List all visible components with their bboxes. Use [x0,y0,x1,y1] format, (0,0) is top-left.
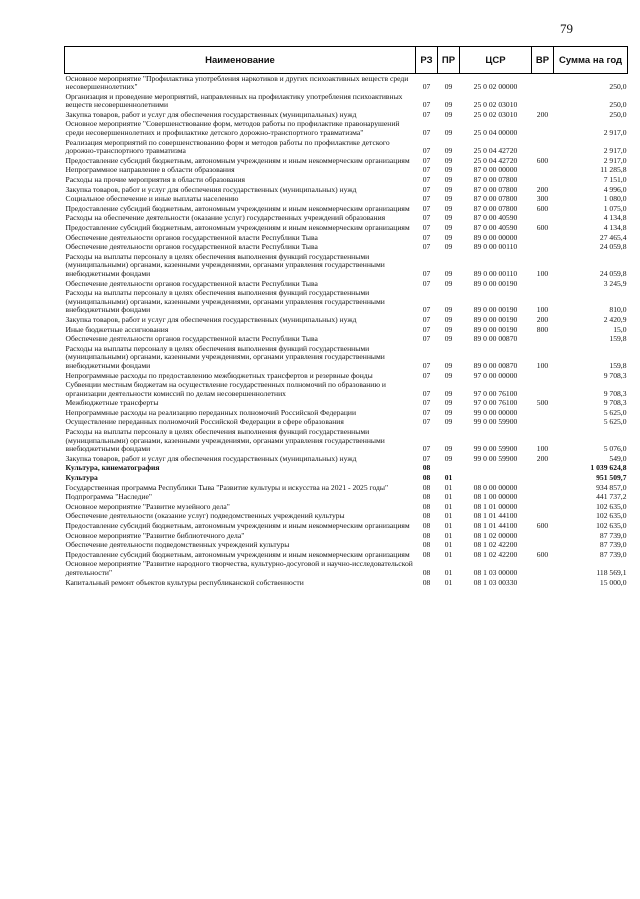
cell-csr: 25 0 02 03010 [473,109,518,119]
cell-pr: 09 [444,223,453,232]
cell-sum: 9 708,3 [603,398,627,408]
cell-name: Основное мероприятие "Профилактика употребления наркотиков и других психоактивных веществ среди несовершеннолетних" [65,73,409,92]
cell-name: Культура [65,473,98,483]
table-row [65,541,628,551]
cell-vr [532,166,554,176]
cell-sum: 4 134,8 [603,213,627,223]
cell-rz: 08 [422,492,431,502]
table-row [65,120,628,138]
cell-pr: 09 [444,203,453,213]
cell-vr [532,483,554,493]
cell-vr [532,381,554,399]
cell-sum: 1 039 624,8 [590,463,627,473]
cell-vr [532,243,554,253]
cell-name: Обеспечение деятельности органов государственной власти Республики Тыва [65,242,318,252]
cell-sum: 2 917,0 [603,155,627,165]
cell-name: Подпрограмма "Наследие" [65,492,152,502]
cell-pr: 09 [444,278,453,288]
cell-vr: 500 [536,398,549,408]
cell-pr: 01 [444,530,453,540]
cell-vr: 800 [536,324,549,334]
cell-rz: 07 [422,100,431,110]
cell-rz: 07 [422,398,431,408]
cell-vr: 100 [536,268,549,278]
cell-rz: 07 [422,334,431,344]
cell-name: Закупка товаров, работ и услуг для обеспечения государственных (муниципальных) нужд [65,453,357,463]
table-row [65,560,628,578]
cell-name: Основное мероприятие "Развитие библиотечного дела" [65,530,245,540]
cell-csr: 08 1 01 44100 [473,521,518,530]
cell-csr: 99 0 00 59900 [473,444,518,454]
cell-rz: 07 [422,360,431,370]
cell-pr: 09 [444,175,453,185]
cell-csr: 97 0 00 76100 [473,388,518,398]
table-row [65,344,628,371]
cell-vr [532,418,554,428]
cell-csr: 99 0 00 59900 [473,417,518,427]
cell-pr: 01 [444,501,453,511]
page-number: 79 [560,21,573,36]
cell-pr: 09 [444,82,453,92]
cell-csr: 87 0 00 07800 [473,184,518,194]
cell-pr: 09 [444,453,453,463]
cell-name: Обеспечение деятельности органов государственной власти Республики Тыва [65,334,318,344]
cell-pr: 09 [444,324,453,334]
cell-rz: 07 [422,203,431,213]
cell-sum: 87 739,0 [599,549,627,559]
cell-name: Обеспечение деятельности (оказание услуг) подведомственных учреждений культуры [65,511,345,521]
cell-rz: 07 [422,146,431,156]
cell-rz: 07 [422,305,431,315]
cell-name: Основное мероприятие "Совершенствование форм, методов работы по профилактике правонарушений среди несовершеннолетних и профилактике детского дорожно-транспортного травматизма" [65,119,400,138]
cell-vr [532,502,554,512]
cell-rz: 07 [422,388,431,398]
cell-vr [532,233,554,243]
table-row [65,474,628,484]
cell-csr: 87 0 00 07800 [473,194,518,204]
cell-rz: 07 [422,232,431,242]
cell-sum: 3 245,9 [603,278,627,288]
cell-name: Расходы на прочие мероприятия в области образования [65,175,246,185]
cell-csr: 89 0 00 00190 [473,305,518,315]
cell-pr: 09 [444,184,453,194]
cell-rz: 07 [422,278,431,288]
cell-name: Обеспечение деятельности подведомственных учреждений культуры [65,540,290,550]
cell-vr [532,335,554,345]
cell-vr [532,560,554,578]
cell-name: Межбюджетные трансферты [65,398,159,408]
cell-pr: 09 [444,100,453,110]
cell-name: Закупка товаров, работ и услуг для обеспечения государственных (муниципальных) нужд [65,184,357,194]
table-row [65,315,628,325]
table-row [65,522,628,532]
cell-pr: 01 [444,549,453,559]
cell-rz: 07 [422,165,431,175]
cell-csr: 97 0 00 00000 [473,370,518,380]
cell-rz: 07 [422,242,431,252]
cell-vr [532,371,554,381]
cell-name: Иные бюджетные ассигнования [65,324,169,334]
cell-csr: 08 1 01 00000 [473,501,518,511]
cell-vr [532,464,554,474]
cell-vr: 600 [536,155,549,165]
cell-vr: 100 [536,305,549,315]
table-row [65,493,628,503]
cell-rz: 08 [422,473,431,483]
cell-vr [532,176,554,186]
cell-csr: 89 0 00 00870 [473,360,518,370]
cell-sum: 118 569,1 [596,567,627,577]
cell-rz: 07 [422,370,431,380]
table-row [65,252,628,279]
cell-vr [532,578,554,588]
cell-sum: 27 465,4 [599,232,627,242]
cell-rz: 07 [422,184,431,194]
cell-rz: 07 [422,128,431,138]
cell-rz: 07 [422,324,431,334]
cell-csr: 08 1 01 44100 [473,511,518,521]
cell-name: Обеспечение деятельности органов государственной власти Республики Тыва [65,278,318,288]
cell-vr: 100 [536,360,549,370]
cell-pr: 01 [444,511,453,521]
cell-sum: 2 917,0 [603,146,627,156]
cell-csr: 89 0 00 00000 [473,232,518,242]
cell-vr [532,493,554,503]
table-row [65,74,628,93]
table-row [65,92,628,110]
cell-pr: 09 [444,305,453,315]
cell-sum: 24 059,8 [599,242,627,252]
table-row [65,399,628,409]
cell-sum: 250,0 [609,109,627,119]
cell-pr: 01 [444,473,453,483]
cell-rz: 07 [422,417,431,427]
cell-name: Закупка товаров, работ и услуг для обеспечения государственных (муниципальных) нужд [65,109,357,119]
cell-rz: 07 [422,155,431,165]
cell-name: Расходы на выплаты персоналу в целях обеспечения выполнения функций государственными (муниципальными) органами, казенными учреждениями, органами управления государственными внебюджетными фондами [65,343,385,370]
cell-rz: 08 [422,521,431,530]
cell-csr: 87 0 00 40590 [473,223,518,232]
cell-pr: 09 [444,165,453,175]
cell-pr: 09 [444,370,453,380]
cell-sum: 934 857,0 [596,482,627,492]
cell-csr: 89 0 00 00190 [473,324,518,334]
cell-vr [532,531,554,541]
cell-csr: 25 0 04 42720 [473,155,518,165]
cell-vr: 600 [536,521,549,530]
cell-csr: 25 0 02 00000 [473,82,518,92]
table-row [65,381,628,399]
cell-name: Капитальный ремонт объектов культуры республиканской собственности [65,577,304,587]
cell-sum: 250,0 [609,100,627,110]
cell-vr: 100 [536,444,549,454]
cell-vr: 200 [536,184,549,194]
cell-csr: 08 1 03 00000 [473,567,518,577]
cell-rz: 08 [422,530,431,540]
cell-name: Основное мероприятие "Развитие народного творчества, культурно-досуговой и научно-исследовательской деятельности" [65,559,413,577]
cell-sum: 102 635,0 [596,511,627,521]
cell-csr [460,464,532,474]
cell-pr: 01 [444,540,453,550]
table-body [65,74,628,588]
header-name: Наименование [65,47,416,74]
cell-rz: 07 [422,314,431,324]
cell-name: Государственная программа Республики Тыва "Развитие культуры и искусства на 2021 - 2025 годы" [65,482,389,492]
cell-pr: 09 [444,242,453,252]
cell-pr: 09 [444,360,453,370]
cell-csr: 25 0 04 42720 [473,146,518,156]
cell-name: Основное мероприятие "Развитие музейного дела" [65,501,230,511]
cell-sum: 951 509,7 [596,473,627,483]
cell-sum: 15 000,0 [599,577,627,587]
cell-vr: 200 [536,109,549,119]
cell-sum: 2 420,9 [603,314,627,324]
cell-name: Осуществление переданных полномочий Российской Федерации в сфере образования [65,417,344,427]
cell-pr: 09 [444,128,453,138]
cell-rz: 07 [422,175,431,185]
cell-pr: 01 [444,577,453,587]
cell-csr: 08 1 02 42200 [473,540,518,550]
cell-rz: 08 [422,567,431,577]
cell-pr: 09 [444,334,453,344]
table-row [65,224,628,234]
cell-rz: 07 [422,213,431,223]
cell-vr [532,138,554,156]
cell-csr: 25 0 02 03010 [473,100,518,110]
cell-vr [532,74,554,93]
cell-pr: 09 [444,146,453,156]
cell-sum: 87 739,0 [599,540,627,550]
cell-rz: 08 [422,463,431,473]
table-row [65,464,628,474]
cell-vr [532,408,554,418]
cell-vr [532,474,554,484]
table-row [65,138,628,156]
cell-vr [532,541,554,551]
cell-pr: 09 [444,417,453,427]
cell-name: Непрограммные расходы по предоставлению межбюджетных трансфертов и резервные фонды [65,370,373,380]
cell-rz: 08 [422,511,431,521]
cell-name: Культура, кинематография [65,463,160,473]
cell-sum: 24 059,8 [599,268,627,278]
cell-name: Расходы на выплаты персоналу в целях обеспечения выполнения функций государственными (муниципальными) органами, казенными учреждениями, органами управления государственными внебюджетными фондами [65,251,385,278]
cell-sum: 1 080,0 [603,194,627,204]
cell-sum: 7 151,0 [603,175,627,185]
cell-csr: 99 0 00 59900 [473,453,518,463]
cell-csr: 25 0 04 00000 [473,128,518,138]
cell-csr: 89 0 00 00870 [473,334,518,344]
cell-csr: 87 0 00 40590 [473,213,518,223]
cell-csr: 99 0 00 00000 [473,407,518,417]
cell-sum: 87 739,0 [599,530,627,540]
cell-sum: 5 625,0 [603,407,627,417]
cell-name: Обеспечение деятельности органов государственной власти Республики Тыва [65,232,318,242]
cell-pr: 01 [444,482,453,492]
header-vr: ВР [532,47,554,74]
cell-pr: 01 [444,567,453,577]
cell-vr: 600 [536,203,549,213]
table-row [65,335,628,345]
cell-pr: 09 [444,388,453,398]
cell-pr: 09 [444,109,453,119]
cell-sum: 4 134,8 [603,223,627,232]
cell-sum: 102 635,0 [596,521,627,530]
cell-sum: 11 285,8 [600,165,627,175]
table-row [65,578,628,588]
cell-csr: 08 1 00 00000 [473,492,518,502]
cell-rz: 07 [422,453,431,463]
cell-rz: 07 [422,444,431,454]
cell-vr: 600 [536,549,549,559]
cell-rz: 08 [422,482,431,492]
cell-csr: 08 0 00 00000 [473,482,518,492]
cell-vr [532,279,554,289]
cell-pr: 09 [444,213,453,223]
cell-csr: 87 0 00 07800 [473,175,518,185]
cell-name: Предоставление субсидий бюджетным, автономным учреждениям и иным некоммерческим организациям [65,521,410,530]
cell-pr: 09 [444,398,453,408]
cell-pr: 09 [444,232,453,242]
table-row [65,289,628,316]
cell-sum: 1 075,0 [603,203,627,213]
header-sum: Сумма на год [554,47,628,74]
table-row [65,428,628,455]
cell-rz: 07 [422,407,431,417]
table-row [65,176,628,186]
cell-vr [532,92,554,110]
cell-name: Расходы на выплаты персоналу в целях обеспечения выполнения функций государственными (муниципальными) органами, казенными учреждениями, органами управления государственными внебюджетными фондами [65,288,385,315]
cell-name: Предоставление субсидий бюджетным, автономным учреждениям и иным некоммерческим организациям [65,223,410,232]
cell-rz: 08 [422,540,431,550]
cell-csr: 89 0 00 00190 [473,278,518,288]
cell-csr: 89 0 00 00110 [473,242,518,252]
cell-sum: 9 708,3 [603,388,627,398]
cell-sum: 9 708,3 [603,370,627,380]
cell-sum: 2 917,0 [603,128,627,138]
cell-csr: 97 0 00 76100 [473,398,518,408]
cell-rz: 07 [422,194,431,204]
cell-csr: 87 0 00 00000 [473,165,518,175]
cell-name: Субвенции местным бюджетам на осуществление государственных полномочий по образованию и организации деятельности комиссий по делам несовершеннолетних [65,380,386,398]
cell-name: Предоставление субсидий бюджетным, автономным учреждениям и иным некоммерческим организациям [65,203,410,213]
cell-pr: 09 [444,444,453,454]
cell-pr: 01 [444,492,453,502]
cell-name: Реализация мероприятий по совершенствованию форм и методов работы по профилактике детского дорожно-транспортного травматизма [65,137,390,156]
cell-vr: 600 [536,223,549,232]
table-header-row [65,47,628,74]
cell-rz: 08 [422,577,431,587]
cell-name: Непрограммные расходы на реализацию переданных полномочий Российской Федерации [65,407,357,417]
cell-rz: 07 [422,223,431,232]
cell-sum: 102 635,0 [596,501,627,511]
cell-csr: 08 1 02 42200 [473,549,518,559]
cell-csr: 89 0 00 00190 [473,314,518,324]
cell-csr [460,474,532,484]
cell-rz: 07 [422,82,431,92]
cell-name: Социальное обеспечение и иные выплаты населению [65,194,239,204]
cell-name: Непрограммное направление в области образования [65,165,235,175]
cell-rz: 07 [422,109,431,119]
cell-name: Расходы на обеспечение деятельности (оказание услуг) государственных учреждений образования [65,213,386,223]
budget-table [64,46,628,588]
cell-name: Организация и проведение мероприятий, направленных на профилактику употребления психоактивных веществ несовершеннолетними [65,91,403,110]
cell-sum: 4 996,0 [603,184,627,194]
cell-sum: 5 625,0 [603,417,627,427]
cell-sum: 810,0 [609,305,627,315]
cell-csr: 87 0 00 07800 [473,203,518,213]
cell-vr: 200 [536,314,549,324]
cell-name: Расходы на выплаты персоналу в целях обеспечения выполнения функций государственными (муниципальными) органами, казенными учреждениями, органами управления государственными внебюджетными фондами [65,427,385,454]
table-row [65,243,628,253]
cell-sum: 5 076,0 [603,444,627,454]
cell-vr: 200 [536,453,549,463]
cell-vr: 300 [536,194,549,204]
cell-sum: 250,0 [609,82,627,92]
cell-pr: 09 [444,194,453,204]
cell-sum: 159,8 [609,360,627,370]
header-csr: ЦСР [460,47,532,74]
cell-rz: 07 [422,268,431,278]
cell-rz: 08 [422,501,431,511]
cell-pr: 09 [444,407,453,417]
cell-sum: 15,0 [613,324,627,334]
table-row [65,195,628,205]
cell-csr: 08 1 03 00330 [473,577,518,587]
cell-csr: 89 0 00 00110 [473,268,518,278]
cell-pr: 01 [444,521,453,530]
header-rz: РЗ [416,47,438,74]
header-pr: ПР [438,47,460,74]
cell-sum: 159,8 [609,334,627,344]
cell-pr: 09 [444,314,453,324]
cell-pr: 09 [444,155,453,165]
cell-vr [532,120,554,138]
cell-name: Предоставление субсидий бюджетным, автономным учреждениям и иным некоммерческим организациям [65,549,410,559]
cell-csr: 08 1 02 00000 [473,530,518,540]
cell-name: Закупка товаров, работ и услуг для обеспечения государственных (муниципальных) нужд [65,314,357,324]
cell-sum: 441 737,2 [596,492,627,502]
cell-pr: 09 [444,268,453,278]
cell-sum: 549,0 [609,453,627,463]
cell-name: Предоставление субсидий бюджетным, автономным учреждениям и иным некоммерческим организациям [65,155,410,165]
cell-rz: 08 [422,549,431,559]
